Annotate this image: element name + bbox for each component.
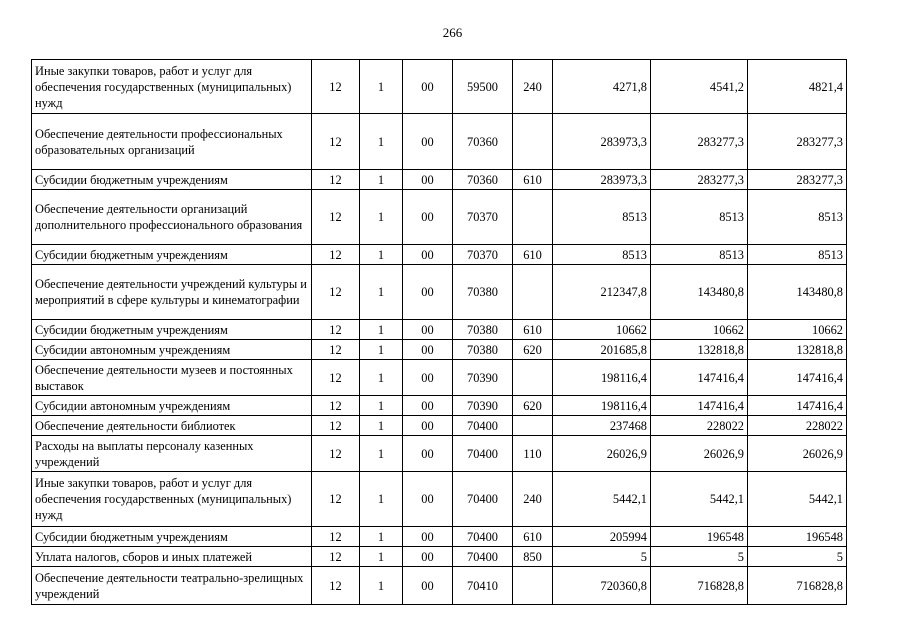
row-amount-cell: 228022 — [651, 416, 748, 436]
row-code-cell: 12 — [312, 190, 360, 245]
row-amount-cell: 4271,8 — [553, 60, 651, 114]
row-code-cell: 12 — [312, 60, 360, 114]
row-code-cell: 00 — [403, 245, 453, 265]
row-code-cell: 00 — [403, 170, 453, 190]
row-name-cell: Иные закупки товаров, работ и услуг для обеспечения государственных (муниципальных) нужд — [32, 472, 312, 527]
row-code-cell: 620 — [513, 396, 553, 416]
row-code-cell: 70390 — [453, 360, 513, 396]
row-amount-cell: 716828,8 — [748, 567, 847, 605]
table-row — [32, 567, 847, 605]
row-code-cell: 1 — [360, 265, 403, 320]
row-code-cell: 00 — [403, 190, 453, 245]
row-amount-cell: 196548 — [748, 527, 847, 547]
row-code-cell: 00 — [403, 340, 453, 360]
row-code-cell: 00 — [403, 472, 453, 527]
row-code-cell: 00 — [403, 436, 453, 472]
row-amount-cell: 26026,9 — [553, 436, 651, 472]
row-name-cell: Субсидии бюджетным учреждениям — [32, 170, 312, 190]
row-name-cell: Обеспечение деятельности музеев и постоянных выставок — [32, 360, 312, 396]
row-name-cell: Субсидии автономным учреждениям — [32, 340, 312, 360]
row-code-cell — [513, 360, 553, 396]
row-code-cell — [513, 114, 553, 170]
row-code-cell: 70380 — [453, 340, 513, 360]
table-body — [32, 60, 847, 605]
row-code-cell: 70360 — [453, 114, 513, 170]
budget-table — [31, 59, 847, 605]
row-code-cell: 1 — [360, 340, 403, 360]
row-amount-cell: 143480,8 — [748, 265, 847, 320]
row-code-cell: 00 — [403, 265, 453, 320]
row-code-cell: 00 — [403, 547, 453, 567]
row-code-cell: 00 — [403, 60, 453, 114]
row-amount-cell: 147416,4 — [748, 396, 847, 416]
row-name-cell: Иные закупки товаров, работ и услуг для обеспечения государственных (муниципальных) нужд — [32, 60, 312, 114]
row-code-cell: 12 — [312, 396, 360, 416]
row-code-cell: 70360 — [453, 170, 513, 190]
row-code-cell: 00 — [403, 416, 453, 436]
row-name-cell: Обеспечение деятельности профессиональных образовательных организаций — [32, 114, 312, 170]
table-row — [32, 320, 847, 340]
row-code-cell: 00 — [403, 527, 453, 547]
row-amount-cell: 5442,1 — [651, 472, 748, 527]
row-amount-cell: 196548 — [651, 527, 748, 547]
row-amount-cell: 8513 — [651, 245, 748, 265]
table-row — [32, 472, 847, 527]
table-row — [32, 245, 847, 265]
row-amount-cell: 198116,4 — [553, 360, 651, 396]
row-amount-cell: 26026,9 — [651, 436, 748, 472]
row-amount-cell: 147416,4 — [651, 360, 748, 396]
row-amount-cell: 4541,2 — [651, 60, 748, 114]
row-amount-cell: 283973,3 — [553, 170, 651, 190]
row-code-cell: 12 — [312, 527, 360, 547]
row-code-cell: 1 — [360, 170, 403, 190]
row-code-cell: 1 — [360, 416, 403, 436]
table-row — [32, 416, 847, 436]
row-code-cell: 610 — [513, 170, 553, 190]
row-code-cell: 70390 — [453, 396, 513, 416]
row-code-cell: 12 — [312, 320, 360, 340]
row-code-cell: 610 — [513, 320, 553, 340]
page-number: 266 — [442, 25, 463, 40]
row-amount-cell: 10662 — [553, 320, 651, 340]
row-amount-cell: 201685,8 — [553, 340, 651, 360]
row-code-cell — [513, 190, 553, 245]
table-row — [32, 265, 847, 320]
row-amount-cell: 10662 — [651, 320, 748, 340]
table-row — [32, 436, 847, 472]
row-amount-cell: 5 — [651, 547, 748, 567]
row-code-cell: 70370 — [453, 190, 513, 245]
row-amount-cell: 716828,8 — [651, 567, 748, 605]
row-amount-cell: 8513 — [651, 190, 748, 245]
row-code-cell: 00 — [403, 360, 453, 396]
row-amount-cell: 283277,3 — [651, 114, 748, 170]
row-amount-cell: 147416,4 — [651, 396, 748, 416]
row-code-cell: 12 — [312, 340, 360, 360]
row-code-cell: 610 — [513, 245, 553, 265]
row-code-cell: 620 — [513, 340, 553, 360]
row-code-cell: 12 — [312, 472, 360, 527]
row-code-cell: 59500 — [453, 60, 513, 114]
row-amount-cell: 8513 — [748, 245, 847, 265]
row-code-cell: 240 — [513, 60, 553, 114]
row-amount-cell: 8513 — [748, 190, 847, 245]
row-amount-cell: 147416,4 — [748, 360, 847, 396]
row-amount-cell: 198116,4 — [553, 396, 651, 416]
row-amount-cell: 237468 — [553, 416, 651, 436]
row-code-cell: 12 — [312, 265, 360, 320]
row-code-cell: 12 — [312, 170, 360, 190]
row-code-cell: 00 — [403, 567, 453, 605]
row-code-cell: 70400 — [453, 527, 513, 547]
row-code-cell: 1 — [360, 190, 403, 245]
row-amount-cell: 5 — [748, 547, 847, 567]
row-amount-cell: 132818,8 — [748, 340, 847, 360]
row-amount-cell: 283277,3 — [651, 170, 748, 190]
row-code-cell: 70400 — [453, 436, 513, 472]
row-amount-cell: 228022 — [748, 416, 847, 436]
row-code-cell: 12 — [312, 114, 360, 170]
row-code-cell: 70410 — [453, 567, 513, 605]
row-amount-cell: 720360,8 — [553, 567, 651, 605]
table-row — [32, 396, 847, 416]
table-row — [32, 360, 847, 396]
row-code-cell: 12 — [312, 547, 360, 567]
row-code-cell: 1 — [360, 436, 403, 472]
row-name-cell: Расходы на выплаты персоналу казенных учреждений — [32, 436, 312, 472]
row-code-cell: 1 — [360, 472, 403, 527]
table-row — [32, 547, 847, 567]
row-amount-cell: 132818,8 — [651, 340, 748, 360]
row-amount-cell: 283973,3 — [553, 114, 651, 170]
row-code-cell: 12 — [312, 245, 360, 265]
row-amount-cell: 5 — [553, 547, 651, 567]
row-name-cell: Обеспечение деятельности библиотек — [32, 416, 312, 436]
row-code-cell: 70380 — [453, 320, 513, 340]
table-row — [32, 60, 847, 114]
row-code-cell — [513, 265, 553, 320]
row-name-cell: Уплата налогов, сборов и иных платежей — [32, 547, 312, 567]
row-code-cell: 00 — [403, 114, 453, 170]
row-code-cell: 850 — [513, 547, 553, 567]
row-code-cell: 00 — [403, 396, 453, 416]
row-name-cell: Обеспечение деятельности театрально-зрелищных учреждений — [32, 567, 312, 605]
row-name-cell: Субсидии бюджетным учреждениям — [32, 320, 312, 340]
row-amount-cell: 283277,3 — [748, 170, 847, 190]
row-code-cell — [513, 416, 553, 436]
row-code-cell: 12 — [312, 416, 360, 436]
row-name-cell: Обеспечение деятельности организаций дополнительного профессионального образования — [32, 190, 312, 245]
table-row — [32, 114, 847, 170]
row-name-cell: Субсидии бюджетным учреждениям — [32, 245, 312, 265]
row-code-cell: 240 — [513, 472, 553, 527]
row-amount-cell: 5442,1 — [553, 472, 651, 527]
row-amount-cell: 5442,1 — [748, 472, 847, 527]
row-code-cell: 1 — [360, 360, 403, 396]
row-code-cell: 1 — [360, 60, 403, 114]
row-code-cell: 110 — [513, 436, 553, 472]
row-code-cell: 12 — [312, 436, 360, 472]
row-code-cell: 1 — [360, 396, 403, 416]
row-amount-cell: 10662 — [748, 320, 847, 340]
table-row — [32, 340, 847, 360]
row-code-cell: 1 — [360, 567, 403, 605]
table-row — [32, 527, 847, 547]
row-code-cell: 12 — [312, 567, 360, 605]
row-amount-cell: 205994 — [553, 527, 651, 547]
row-amount-cell: 8513 — [553, 245, 651, 265]
row-amount-cell: 212347,8 — [553, 265, 651, 320]
row-code-cell: 70400 — [453, 547, 513, 567]
row-code-cell: 70400 — [453, 472, 513, 527]
row-name-cell: Субсидии автономным учреждениям — [32, 396, 312, 416]
row-code-cell: 70370 — [453, 245, 513, 265]
row-code-cell: 00 — [403, 320, 453, 340]
row-amount-cell: 143480,8 — [651, 265, 748, 320]
row-name-cell: Субсидии бюджетным учреждениям — [32, 527, 312, 547]
row-amount-cell: 4821,4 — [748, 60, 847, 114]
row-code-cell: 1 — [360, 527, 403, 547]
row-code-cell: 70400 — [453, 416, 513, 436]
row-amount-cell: 26026,9 — [748, 436, 847, 472]
row-code-cell — [513, 567, 553, 605]
row-code-cell: 1 — [360, 114, 403, 170]
row-code-cell: 1 — [360, 245, 403, 265]
row-code-cell: 1 — [360, 320, 403, 340]
table-row — [32, 190, 847, 245]
row-code-cell: 70380 — [453, 265, 513, 320]
row-amount-cell: 283277,3 — [748, 114, 847, 170]
row-amount-cell: 8513 — [553, 190, 651, 245]
row-code-cell: 12 — [312, 360, 360, 396]
row-code-cell: 1 — [360, 547, 403, 567]
table-row — [32, 170, 847, 190]
row-code-cell: 610 — [513, 527, 553, 547]
row-name-cell: Обеспечение деятельности учреждений культуры и мероприятий в сфере культуры и кинематографии — [32, 265, 312, 320]
